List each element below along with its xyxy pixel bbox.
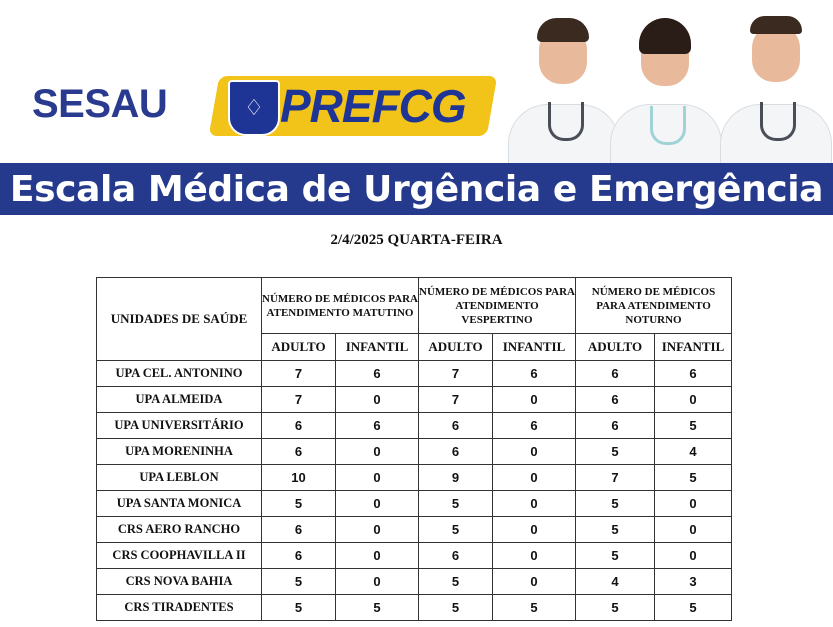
afternoon-adult-cell: 5 xyxy=(419,595,493,621)
night-adult-cell: 5 xyxy=(576,491,655,517)
unit-name-cell: UPA SANTA MONICA xyxy=(97,491,262,517)
afternoon-adult-cell: 5 xyxy=(419,491,493,517)
schedule-table xyxy=(96,277,732,621)
doctor-figure xyxy=(508,6,618,166)
afternoon-adult-cell: 7 xyxy=(419,387,493,413)
afternoon-child-cell: 0 xyxy=(493,491,576,517)
morning-adult-cell: 5 xyxy=(262,569,336,595)
unit-name-cell: UPA ALMEIDA xyxy=(97,387,262,413)
morning-group-header: NÚMERO DE MÉDICOS PARA ATENDIMENTO MATUTINO xyxy=(262,278,419,334)
night-child-cell: 4 xyxy=(655,439,732,465)
morning-child-cell: 0 xyxy=(336,439,419,465)
morning-adult-cell: 6 xyxy=(262,517,336,543)
prefcg-logo-text: PREFCG xyxy=(280,80,466,132)
afternoon-child-cell: 6 xyxy=(493,413,576,439)
night-adult-cell: 7 xyxy=(576,465,655,491)
morning-child-cell: 5 xyxy=(336,595,419,621)
night-adult-cell: 6 xyxy=(576,361,655,387)
morning-child-cell: 0 xyxy=(336,569,419,595)
morning-adult-cell: 5 xyxy=(262,595,336,621)
afternoon-adult-cell: 5 xyxy=(419,569,493,595)
table-row xyxy=(97,361,732,387)
morning-adult-cell: 7 xyxy=(262,361,336,387)
afternoon-child-cell: 0 xyxy=(493,387,576,413)
afternoon-child-cell: 0 xyxy=(493,543,576,569)
title-bar xyxy=(0,163,833,215)
morning-child-cell: 6 xyxy=(336,361,419,387)
doctors-photo xyxy=(498,6,833,166)
night-child-cell: 5 xyxy=(655,413,732,439)
child-column-header: INFANTIL xyxy=(655,334,732,361)
unit-name-cell: CRS AERO RANCHO xyxy=(97,517,262,543)
night-child-cell: 3 xyxy=(655,569,732,595)
adult-column-header: ADULTO xyxy=(576,334,655,361)
night-group-header: NÚMERO DE MÉDICOS PARA ATENDIMENTO NOTURNO xyxy=(576,278,732,334)
afternoon-child-cell: 5 xyxy=(493,595,576,621)
night-adult-cell: 5 xyxy=(576,595,655,621)
night-child-cell: 6 xyxy=(655,361,732,387)
morning-adult-cell: 6 xyxy=(262,543,336,569)
table-row xyxy=(97,413,732,439)
afternoon-adult-cell: 9 xyxy=(419,465,493,491)
table-row xyxy=(97,595,732,621)
afternoon-adult-cell: 7 xyxy=(419,361,493,387)
afternoon-child-cell: 0 xyxy=(493,465,576,491)
morning-adult-cell: 10 xyxy=(262,465,336,491)
unit-name-cell: CRS COOPHAVILLA II xyxy=(97,543,262,569)
afternoon-adult-cell: 6 xyxy=(419,439,493,465)
table-row xyxy=(97,517,732,543)
unit-name-cell: CRS TIRADENTES xyxy=(97,595,262,621)
night-child-cell: 0 xyxy=(655,543,732,569)
table-row xyxy=(97,491,732,517)
morning-adult-cell: 5 xyxy=(262,491,336,517)
unit-name-cell: CRS NOVA BAHIA xyxy=(97,569,262,595)
table-row xyxy=(97,387,732,413)
unit-name-cell: UPA UNIVERSITÁRIO xyxy=(97,413,262,439)
night-adult-cell: 6 xyxy=(576,413,655,439)
night-child-cell: 0 xyxy=(655,517,732,543)
morning-child-cell: 0 xyxy=(336,387,419,413)
child-column-header: INFANTIL xyxy=(336,334,419,361)
afternoon-adult-cell: 5 xyxy=(419,517,493,543)
morning-adult-cell: 6 xyxy=(262,413,336,439)
unit-column-header: UNIDADES DE SAÚDE xyxy=(97,278,262,361)
night-adult-cell: 5 xyxy=(576,517,655,543)
page-title: Escala Médica de Urgência e Emergência xyxy=(9,168,824,210)
sesau-logo-text: SESAU xyxy=(32,82,168,126)
night-adult-cell: 5 xyxy=(576,439,655,465)
afternoon-child-cell: 0 xyxy=(493,517,576,543)
morning-child-cell: 0 xyxy=(336,491,419,517)
doctor-figure xyxy=(720,6,832,166)
night-adult-cell: 5 xyxy=(576,543,655,569)
morning-adult-cell: 6 xyxy=(262,439,336,465)
night-child-cell: 5 xyxy=(655,465,732,491)
child-column-header: INFANTIL xyxy=(493,334,576,361)
morning-child-cell: 0 xyxy=(336,517,419,543)
unit-name-cell: UPA LEBLON xyxy=(97,465,262,491)
city-crest-icon: ♢ xyxy=(228,80,280,136)
morning-child-cell: 6 xyxy=(336,413,419,439)
night-child-cell: 0 xyxy=(655,387,732,413)
table-row xyxy=(97,569,732,595)
night-child-cell: 5 xyxy=(655,595,732,621)
table-row xyxy=(97,439,732,465)
morning-child-cell: 0 xyxy=(336,543,419,569)
afternoon-child-cell: 0 xyxy=(493,439,576,465)
afternoon-child-cell: 0 xyxy=(493,569,576,595)
adult-column-header: ADULTO xyxy=(419,334,493,361)
night-adult-cell: 6 xyxy=(576,387,655,413)
afternoon-group-header: NÚMERO DE MÉDICOS PARA ATENDIMENTO VESPERTINO xyxy=(419,278,576,334)
adult-column-header: ADULTO xyxy=(262,334,336,361)
afternoon-adult-cell: 6 xyxy=(419,413,493,439)
unit-name-cell: UPA MORENINHA xyxy=(97,439,262,465)
afternoon-adult-cell: 6 xyxy=(419,543,493,569)
table-row xyxy=(97,465,732,491)
night-child-cell: 0 xyxy=(655,491,732,517)
afternoon-child-cell: 6 xyxy=(493,361,576,387)
doctor-figure xyxy=(610,6,720,166)
morning-child-cell: 0 xyxy=(336,465,419,491)
night-adult-cell: 4 xyxy=(576,569,655,595)
table-row xyxy=(97,543,732,569)
header-banner xyxy=(0,0,833,222)
schedule-date: 2/4/2025 QUARTA-FEIRA xyxy=(330,232,503,248)
unit-name-cell: UPA CEL. ANTONINO xyxy=(97,361,262,387)
morning-adult-cell: 7 xyxy=(262,387,336,413)
